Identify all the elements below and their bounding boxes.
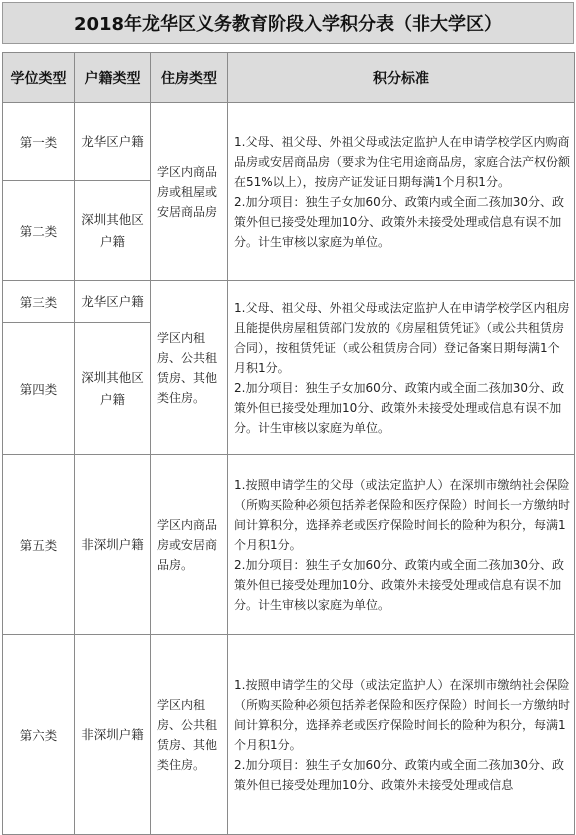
header-row [3, 53, 575, 103]
table-row [3, 635, 575, 835]
table-title: 2018年龙华区义务教育阶段入学积分表（非大学区） [2, 2, 574, 44]
category-cell: 第一类 [3, 103, 75, 181]
hukou-cell: 龙华区户籍 [75, 103, 151, 181]
standard-cell [228, 455, 575, 635]
points-table [2, 52, 575, 835]
category-cell: 第二类 [3, 181, 75, 281]
header-degree-type: 学位类型 [3, 53, 75, 103]
category-cell: 第六类 [3, 635, 75, 835]
housing-cell: 学区内商品房或租屋或安居商品房 [151, 103, 228, 281]
standard-cell [228, 281, 575, 455]
category-cell: 第四类 [3, 323, 75, 455]
standard-cell [228, 635, 575, 835]
table-row [3, 455, 575, 635]
standard-item-1: 1.按照申请学生的父母（或法定监护人）在深圳市缴纳社会保险（所购买险种必须包括养老保险和医疗保险）时间长一方缴纳时间计算积分，选择养老或医疗保险时间长的险种为积分，每满1个月积1分。 [234, 677, 571, 752]
header-housing-type: 住房类型 [151, 53, 228, 103]
table-row [3, 103, 575, 181]
hukou-cell: 非深圳户籍 [75, 455, 151, 635]
hukou-cell: 非深圳户籍 [75, 635, 151, 835]
header-hukou-type: 户籍类型 [75, 53, 151, 103]
standard-item-2: 2.加分项目：独生子女加60分、政策内或全面二孩加30分、政策外但已接受处理加10分、政策外未接受处理或信息有误不加分。计生审核以家庭为单位。 [234, 557, 564, 612]
hukou-cell: 深圳其他区户籍 [75, 323, 151, 455]
header-points-standard: 积分标准 [228, 53, 575, 103]
housing-cell: 学区内商品房或安居商品房。 [151, 455, 228, 635]
category-cell: 第五类 [3, 455, 75, 635]
standard-cell [228, 103, 575, 281]
standard-item-1: 1.父母、祖父母、外祖父母或法定监护人在申请学校学区内租房且能提供房屋租赁部门发放的《房屋租赁凭证》（或公共租赁房合同），按租赁凭证（或公租赁房合同）登记备案日期每满1个月积1分。 [234, 300, 570, 375]
category-cell: 第三类 [3, 281, 75, 323]
standard-item-2: 2.加分项目：独生子女加60分、政策内或全面二孩加30分、政策外但已接受处理加10分、政策外未接受处理或信息有误不加分。计生审核以家庭为单位。 [234, 194, 564, 249]
standard-item-2: 2.加分项目：独生子女加60分、政策内或全面二孩加30分、政策外但已接受处理加10分、政策外未接受处理或信息 [234, 757, 564, 792]
standard-item-1: 1.父母、祖父母、外祖父母或法定监护人在申请学校学区内购商品房或安居商品房（要求为住宅用途商品房，家庭合法产权份额在51%以上），按房产证发证日期每满1个月积1分。 [234, 134, 571, 189]
hukou-cell: 深圳其他区户籍 [75, 181, 151, 281]
housing-cell: 学区内租房、公共租赁房、其他类住房。 [151, 635, 228, 835]
hukou-cell: 龙华区户籍 [75, 281, 151, 323]
standard-item-1: 1.按照申请学生的父母（或法定监护人）在深圳市缴纳社会保险（所购买险种必须包括养老保险和医疗保险）时间长一方缴纳时间计算积分，选择养老或医疗保险时间长的险种为积分，每满1个月积1分。 [234, 477, 571, 552]
table-row [3, 281, 575, 323]
standard-item-2: 2.加分项目：独生子女加60分、政策内或全面二孩加30分、政策外但已接受处理加10分、政策外未接受处理或信息有误不加分。计生审核以家庭为单位。 [234, 380, 564, 435]
housing-cell: 学区内租房、公共租赁房、其他类住房。 [151, 281, 228, 455]
